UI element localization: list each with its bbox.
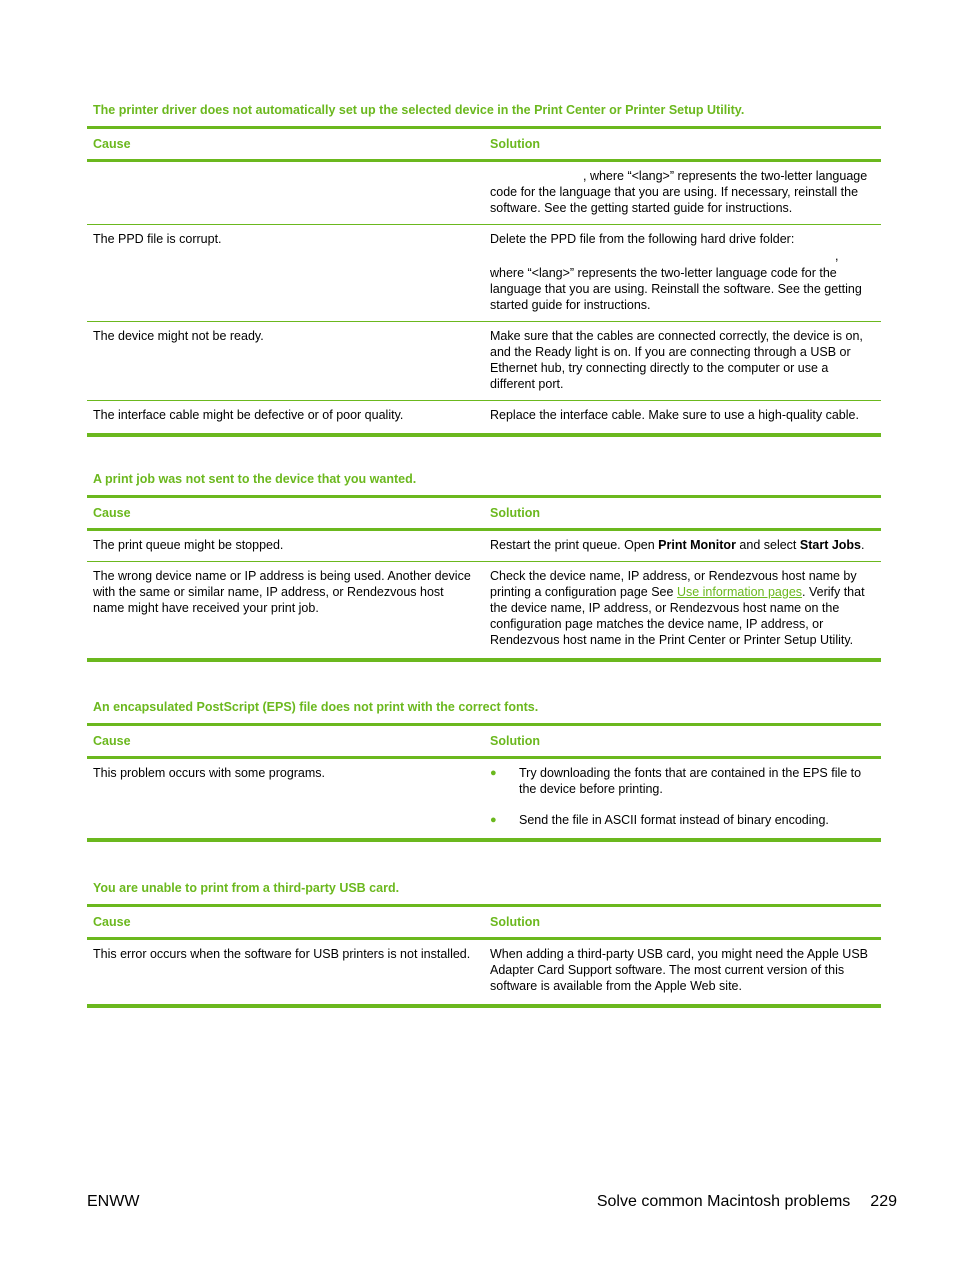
solution-text: . Verify that the device name, IP address, or Rendezvous host name on the configuration page matches the device name, IP address, or Rendezvous host name in the Print Center or Printer Setup Utility. bbox=[490, 585, 865, 647]
list-item: ● Try downloading the fonts that are contained in the EPS file to the device before printing. bbox=[490, 766, 862, 796]
solution-cell bbox=[484, 562, 881, 661]
cause-header: Cause bbox=[87, 906, 484, 939]
table-row bbox=[87, 758, 881, 841]
solution-text: , bbox=[835, 249, 839, 263]
section-title: An encapsulated PostScript (EPS) file does not print with the correct fonts. bbox=[93, 700, 539, 714]
cause-cell: This error occurs when the software for USB printers is not installed. bbox=[87, 939, 484, 1007]
solution-bullet-list bbox=[490, 765, 875, 828]
driver-setup-table bbox=[87, 126, 881, 437]
cause-cell: The wrong device name or IP address is being used. Another device with the same or similar name, IP address, or Rendezvous host name might have received your print job. bbox=[87, 562, 484, 661]
solution-text: , where “<lang>” represents the two-letter language code for the language that you are using. If necessary, reinstall the software. See the getting started guide for instructions. bbox=[490, 169, 868, 215]
solution-cell bbox=[484, 161, 881, 225]
solution-cell bbox=[484, 530, 881, 562]
footer-left: ENWW bbox=[87, 1193, 140, 1210]
table-row bbox=[87, 225, 881, 322]
solution-text: and select bbox=[735, 538, 800, 552]
cause-cell: The print queue might be stopped. bbox=[87, 530, 484, 562]
cause-header: Cause bbox=[87, 725, 484, 758]
cause-cell: The PPD file is corrupt. bbox=[87, 225, 484, 322]
table-row bbox=[87, 562, 881, 661]
cause-cell: This problem occurs with some programs. bbox=[87, 758, 484, 841]
section-title: You are unable to print from a third-party USB card. bbox=[93, 881, 400, 895]
table-row bbox=[87, 161, 881, 225]
section-driver-setup bbox=[87, 102, 881, 437]
usb-card-table bbox=[87, 904, 881, 1008]
solution-text: Check the device name, IP address, or Rendezvous host name by printing a configuration page See bbox=[490, 569, 857, 599]
solution-cell bbox=[484, 225, 881, 322]
print-job-table bbox=[87, 495, 881, 662]
cause-header: Cause bbox=[87, 497, 484, 530]
solution-text: where “<lang>” represents the two-letter language code for the language that you are using. Reinstall the software. See the getting started guide for instructions. bbox=[490, 266, 862, 312]
solution-header: Solution bbox=[484, 906, 881, 939]
cause-header: Cause bbox=[87, 128, 484, 161]
page-number: 229 bbox=[870, 1193, 897, 1210]
cause-cell: The device might not be ready. bbox=[87, 322, 484, 401]
section-title: The printer driver does not automatically set up the selected device in the Print Center or Printer Setup Utility. bbox=[93, 103, 745, 117]
footer-section-title: Solve common Macintosh problems bbox=[596, 1193, 851, 1210]
solution-cell: Make sure that the cables are connected correctly, the device is on, and the Ready light is on. If you are connecting through a USB or Ethernet hub, try connecting directly to the computer or use a different port. bbox=[484, 322, 881, 401]
section-print-job-not-sent bbox=[87, 471, 881, 662]
solution-cell: Replace the interface cable. Make sure to use a high-quality cable. bbox=[484, 401, 881, 436]
section-title: A print job was not sent to the device that you wanted. bbox=[93, 472, 417, 486]
solution-cell: When adding a third-party USB card, you might need the Apple USB Adapter Card Support software. The most current version of this software is available from the Apple Web site. bbox=[484, 939, 881, 1007]
solution-header: Solution bbox=[484, 725, 881, 758]
use-information-pages-link[interactable]: Use information pages bbox=[676, 585, 803, 599]
solution-header: Solution bbox=[484, 497, 881, 530]
solution-text: Delete the PPD file from the following hard drive folder: bbox=[490, 232, 795, 246]
table-row bbox=[87, 322, 881, 401]
start-jobs-label: Start Jobs bbox=[799, 538, 862, 552]
solution-text: Restart the print queue. Open bbox=[490, 538, 659, 552]
solution-text: . bbox=[861, 538, 865, 552]
list-item: ● Send the file in ASCII format instead of binary encoding. bbox=[490, 813, 829, 827]
table-row bbox=[87, 401, 881, 436]
solution-cell bbox=[484, 758, 881, 841]
footer-right bbox=[597, 1192, 897, 1212]
table-row bbox=[87, 530, 881, 562]
cause-cell: The interface cable might be defective or of poor quality. bbox=[87, 401, 484, 436]
eps-fonts-table bbox=[87, 723, 881, 842]
solution-header: Solution bbox=[484, 128, 881, 161]
cause-cell bbox=[87, 161, 484, 225]
bullet-icon: ● bbox=[490, 814, 497, 826]
print-monitor-label: Print Monitor bbox=[658, 538, 736, 552]
bullet-icon: ● bbox=[490, 767, 497, 779]
table-row bbox=[87, 939, 881, 1007]
section-eps-fonts bbox=[87, 699, 881, 842]
section-usb-card bbox=[87, 880, 881, 1008]
